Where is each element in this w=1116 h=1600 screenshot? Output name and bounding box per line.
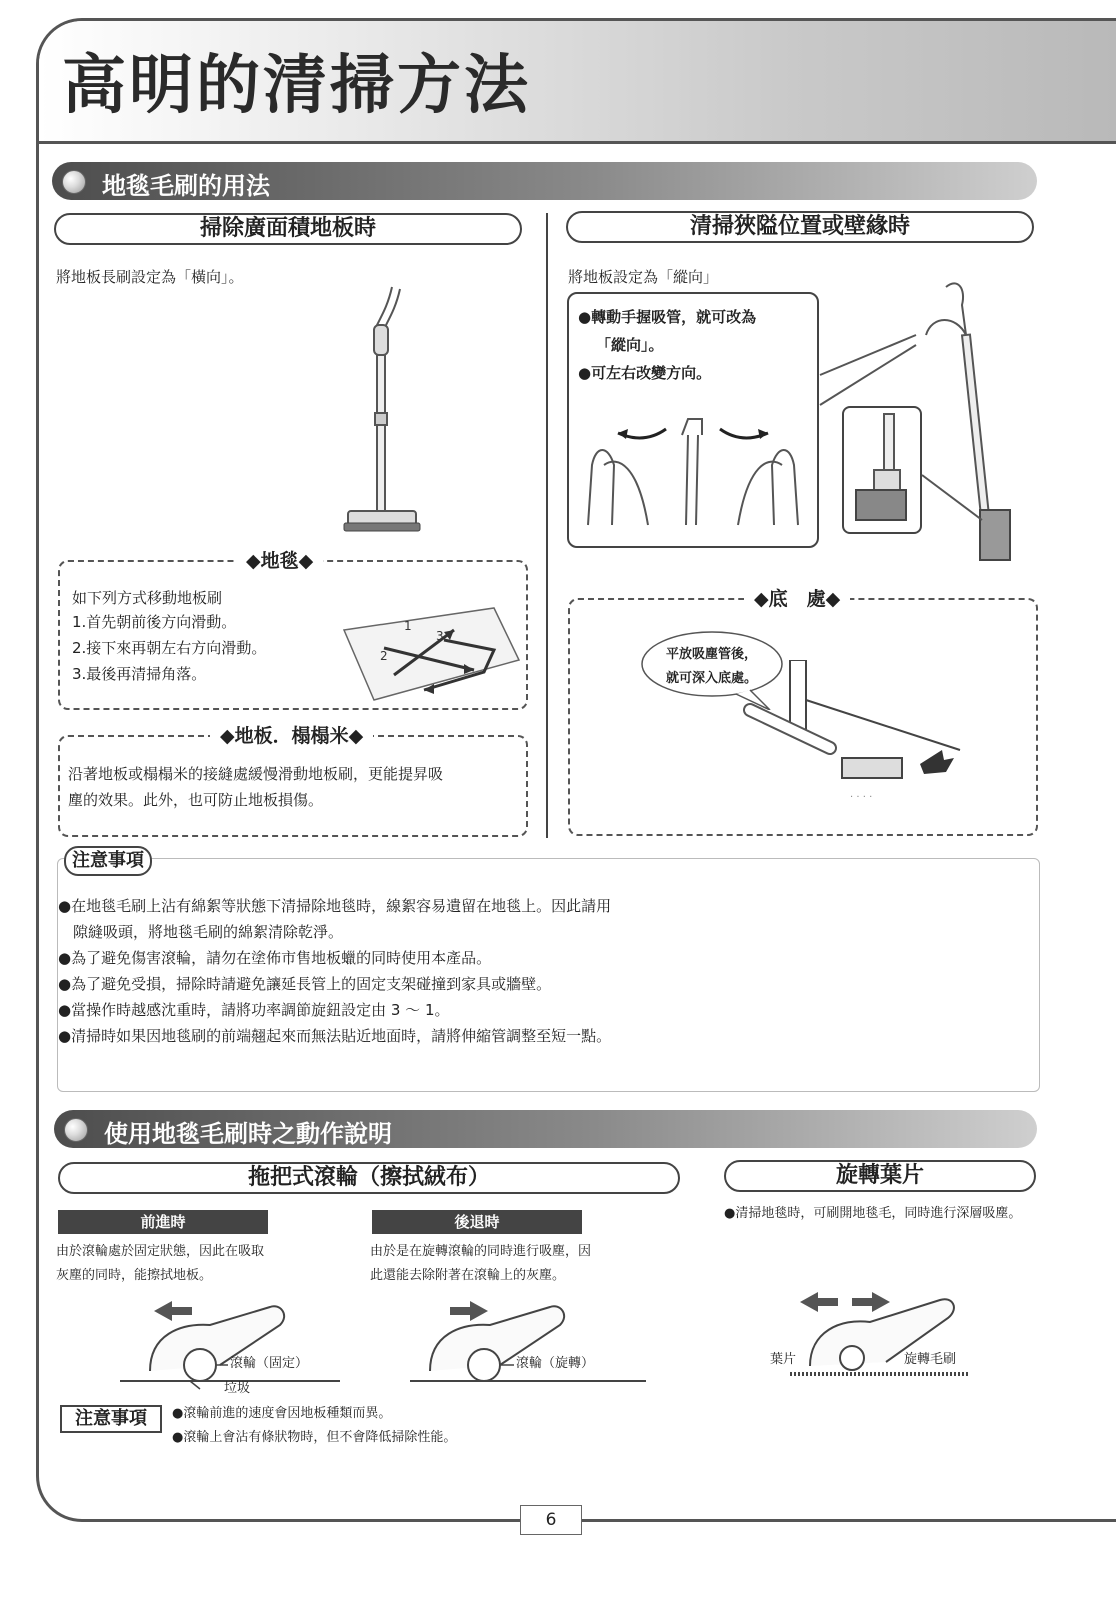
note-line-3: ●為了避免傷害滾輪，請勿在塗佈市售地板蠟的同時使用本產品。 <box>58 949 492 967</box>
small-note-line-1: ●滾輪前進的速度會因地板種類而異。 <box>172 1406 392 1421</box>
small-note-line-2: ●滾輪上會沾有條狀物時，但不會降低掃除性能。 <box>172 1430 457 1445</box>
backward-line-2: 此還能去除附著在滾輪上的灰塵。 <box>370 1268 566 1283</box>
rotating-text: ●清掃地毯時，可刷開地毯毛，同時進行深層吸塵。 <box>724 1206 1022 1221</box>
backward-roller-diagram <box>410 1295 650 1395</box>
note-line-2: 隙縫吸頭，將地毯毛刷的綿絮清除乾淨。 <box>58 923 344 941</box>
callout-line-2: 「縱向」。 <box>596 336 664 354</box>
column-divider <box>546 213 548 838</box>
bullet-icon <box>64 1118 88 1142</box>
forward-roller-label: 滾輪（固定） <box>230 1356 309 1371</box>
bullet-icon <box>62 170 86 194</box>
note-line-5: ●當操作時越感沈重時，請將功率調節旋鈕設定由 3 ～ 1。 <box>58 1001 450 1019</box>
page-number: 6 <box>520 1505 582 1535</box>
vacuum-vertical-illustration <box>816 275 1036 565</box>
svg-text:· · · ·: · · · · <box>850 792 873 803</box>
callout-line-3: ●可左右改變方向。 <box>578 364 712 382</box>
section-bar-operation <box>54 1110 1037 1148</box>
carpet-intro: 如下列方式移動地板刷 <box>72 589 223 607</box>
floor-line-1: 沿著地板或榻榻米的接縫處緩慢滑動地板刷，更能提昇吸 <box>68 765 444 783</box>
carpet-step-1: 1.首先朝前後方向滑動。 <box>72 613 237 631</box>
carpet-motion-diagram <box>334 600 524 705</box>
floor-title: ◆地板．榻榻米◆ <box>210 721 373 748</box>
note-line-1: ●在地毯毛刷上沾有綿絮等狀態下清掃除地毯時，線絮容易遺留在地毯上。因此請用 <box>58 897 612 915</box>
small-notes-tag: 注意事項 <box>60 1405 162 1433</box>
instruction-vertical: 將地板設定為「縱向」 <box>568 268 719 286</box>
blade-label: 葉片 <box>770 1352 797 1367</box>
section-title: 地毯毛刷的用法 <box>102 172 270 200</box>
rotate-direction-illustration <box>578 405 808 535</box>
bottom-title: ◆底 處◆ <box>744 584 850 611</box>
page-title: 高明的清掃方法 <box>62 49 531 123</box>
section-bar-carpet-brush <box>52 162 1037 200</box>
note-line-4: ●為了避免受損，掃除時請避免讓延長管上的固定支架碰撞到家具或牆壁。 <box>58 975 552 993</box>
heading-wide-floor: 掃除廣面積地板時 <box>54 213 522 245</box>
floor-box <box>58 735 528 837</box>
carpet-step-3: 3.最後再清掃角落。 <box>72 665 207 683</box>
section-title: 使用地毯毛刷時之動作說明 <box>104 1120 392 1148</box>
under-furniture-illustration <box>710 660 970 810</box>
backward-tag: 後退時 <box>372 1210 582 1234</box>
forward-line-1: 由於滾輪處於固定狀態，因此在吸取 <box>56 1244 265 1259</box>
bubble-line-1: 平放吸塵管後， <box>666 647 758 662</box>
forward-dust-label: 垃圾 <box>224 1381 251 1396</box>
backward-line-1: 由於是在旋轉滾輪的同時進行吸塵，因 <box>370 1244 592 1259</box>
callout-line-1: ●轉動手握吸管，就可改為 <box>578 308 757 326</box>
heading-roller: 拖把式滾輪（擦拭絨布） <box>58 1162 680 1194</box>
vacuum-upright-illustration <box>330 285 450 545</box>
instruction-horizontal: 將地板長刷設定為「橫向」。 <box>56 268 244 286</box>
carpet-step-2: 2.接下來再朝左右方向滑動。 <box>72 639 267 657</box>
forward-line-2: 灰塵的同時，能擦拭地板。 <box>56 1268 213 1283</box>
diagram-label-1: 1 <box>404 619 412 633</box>
floor-line-2: 塵的效果。此外，也可防止地板損傷。 <box>68 791 324 809</box>
backward-roller-label: 滾輪（旋轉） <box>516 1356 595 1371</box>
notes-tag: 注意事項 <box>64 846 152 876</box>
rotating-blade-diagram <box>790 1282 970 1392</box>
carpet-title: ◆地毯◆ <box>236 546 323 573</box>
bubble-line-2: 就可深入底處。 <box>666 671 758 686</box>
heading-narrow-places: 清掃狹隘位置或壁緣時 <box>566 211 1034 243</box>
note-line-6: ●清掃時如果因地毯刷的前端翹起來而無法貼近地面時，請將伸縮管調整至短一點。 <box>58 1027 612 1045</box>
heading-rotating-blade: 旋轉葉片 <box>724 1160 1036 1192</box>
forward-tag: 前進時 <box>58 1210 268 1234</box>
diagram-label-3: 3 <box>436 629 444 643</box>
diagram-label-2: 2 <box>380 649 388 663</box>
brush-label: 旋轉毛刷 <box>904 1352 957 1367</box>
